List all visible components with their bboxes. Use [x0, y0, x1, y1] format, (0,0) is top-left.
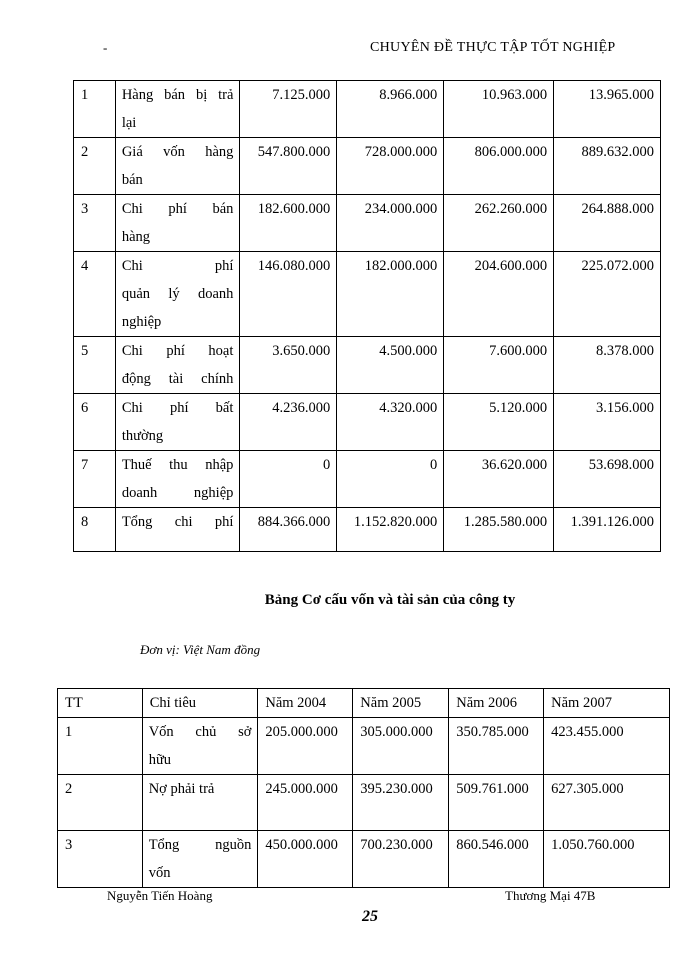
row-label-line: bán — [121, 172, 143, 188]
value-cell: 0 — [240, 451, 337, 508]
value-cell: 5.120.000 — [444, 394, 554, 451]
table-row — [74, 81, 661, 138]
row-number: 5 — [74, 337, 116, 394]
table-row — [74, 337, 661, 394]
row-label — [115, 138, 240, 195]
value-cell: 3.156.000 — [554, 394, 661, 451]
row-number: 8 — [74, 508, 116, 552]
value-cell: 728.000.000 — [337, 138, 444, 195]
row-label — [142, 831, 258, 888]
table-header-row — [58, 689, 670, 718]
value-cell: 884.366.000 — [240, 508, 337, 552]
row-label-line: Chi phí — [121, 258, 234, 274]
page-header: CHUYÊN ĐỀ THỰC TẬP TỐT NGHIỆP — [370, 40, 616, 55]
header-cell: Năm 2005 — [353, 689, 449, 718]
cost-table — [73, 80, 661, 552]
value-cell: 423.455.000 — [544, 718, 670, 775]
row-label-line: vốn — [148, 865, 171, 881]
row-label — [115, 394, 240, 451]
value-cell: 4.500.000 — [337, 337, 444, 394]
value-cell: 3.650.000 — [240, 337, 337, 394]
value-cell: 0 — [337, 451, 444, 508]
value-cell: 1.391.126.000 — [554, 508, 661, 552]
header-cell: Năm 2006 — [449, 689, 544, 718]
row-label-line: Chi phí bất — [121, 400, 234, 416]
table2-unit: Đơn vị: Việt Nam đồng — [140, 642, 261, 657]
row-number: 1 — [58, 718, 143, 775]
value-cell: 547.800.000 — [240, 138, 337, 195]
table-row — [74, 195, 661, 252]
row-label-line: Tổng chi phí — [121, 514, 234, 530]
capital-table-body — [58, 718, 670, 888]
row-number: 6 — [74, 394, 116, 451]
row-label — [115, 337, 240, 394]
value-cell: 146.080.000 — [240, 252, 337, 337]
table-row — [74, 138, 661, 195]
value-cell: 8.378.000 — [554, 337, 661, 394]
value-cell: 182.600.000 — [240, 195, 337, 252]
value-cell: 8.966.000 — [337, 81, 444, 138]
table-row — [58, 831, 670, 888]
table-row — [74, 508, 661, 552]
row-label — [142, 718, 258, 775]
value-cell: 1.050.760.000 — [544, 831, 670, 888]
row-label-line: hữu — [148, 752, 172, 768]
row-number: 2 — [58, 775, 143, 831]
value-cell: 262.260.000 — [444, 195, 554, 252]
value-cell: 1.285.580.000 — [444, 508, 554, 552]
value-cell: 182.000.000 — [337, 252, 444, 337]
value-cell: 450.000.000 — [258, 831, 353, 888]
value-cell: 245.000.000 — [258, 775, 353, 831]
header-cell: TT — [58, 689, 143, 718]
header-dash: - — [103, 40, 108, 55]
row-label-line: quản lý doanh — [121, 286, 234, 302]
row-label-line: Giá vốn hàng — [121, 144, 234, 160]
row-number: 2 — [74, 138, 116, 195]
row-label-line: lại — [121, 115, 137, 131]
value-cell: 305.000.000 — [353, 718, 449, 775]
value-cell: 806.000.000 — [444, 138, 554, 195]
row-label-line: nghiệp — [121, 314, 162, 330]
value-cell: 889.632.000 — [554, 138, 661, 195]
row-label-line: động tài chính — [121, 371, 234, 387]
value-cell: 7.125.000 — [240, 81, 337, 138]
table-row — [74, 394, 661, 451]
row-label — [115, 508, 240, 552]
footer-class: Thương Mại 47B — [505, 888, 596, 903]
value-cell: 36.620.000 — [444, 451, 554, 508]
table-row — [74, 252, 661, 337]
row-label-line: Vốn chủ sở — [148, 724, 252, 740]
value-cell: 225.072.000 — [554, 252, 661, 337]
value-cell: 204.600.000 — [444, 252, 554, 337]
row-number: 7 — [74, 451, 116, 508]
header-cell: Năm 2007 — [544, 689, 670, 718]
cost-table-body — [74, 81, 661, 552]
value-cell: 53.698.000 — [554, 451, 661, 508]
row-label-line: Hàng bán bị trả — [121, 87, 234, 103]
value-cell: 395.230.000 — [353, 775, 449, 831]
value-cell: 205.000.000 — [258, 718, 353, 775]
row-number: 1 — [74, 81, 116, 138]
table-row — [58, 775, 670, 831]
row-label-line: thường — [121, 428, 164, 444]
value-cell: 1.152.820.000 — [337, 508, 444, 552]
row-label — [115, 81, 240, 138]
row-label-line: Chi phí bán — [121, 201, 234, 217]
value-cell: 7.600.000 — [444, 337, 554, 394]
footer-author: Nguyễn Tiến Hoàng — [107, 888, 213, 903]
row-label-line: Thuế thu nhập — [121, 457, 234, 473]
table2-title: Bảng Cơ cấu vốn và tài sản của công ty — [264, 592, 516, 608]
value-cell: 234.000.000 — [337, 195, 444, 252]
row-label-line: doanh nghiệp — [121, 485, 234, 501]
value-cell: 860.546.000 — [449, 831, 544, 888]
table-row — [58, 718, 670, 775]
row-number: 3 — [58, 831, 143, 888]
value-cell: 627.305.000 — [544, 775, 670, 831]
value-cell: 13.965.000 — [554, 81, 661, 138]
row-number: 4 — [74, 252, 116, 337]
header-cell: Chỉ tiêu — [142, 689, 258, 718]
capital-table — [57, 688, 670, 888]
row-label-line: Chi phí hoạt — [121, 343, 234, 359]
row-number: 3 — [74, 195, 116, 252]
value-cell: 4.320.000 — [337, 394, 444, 451]
value-cell: 350.785.000 — [449, 718, 544, 775]
row-label — [115, 195, 240, 252]
value-cell: 10.963.000 — [444, 81, 554, 138]
value-cell: 4.236.000 — [240, 394, 337, 451]
row-label — [115, 451, 240, 508]
value-cell: 264.888.000 — [554, 195, 661, 252]
value-cell: 509.761.000 — [449, 775, 544, 831]
value-cell: 700.230.000 — [353, 831, 449, 888]
table-row — [74, 451, 661, 508]
row-label-line: Tổng nguồn — [148, 837, 252, 853]
page-number: 25 — [362, 908, 378, 925]
header-cell: Năm 2004 — [258, 689, 353, 718]
row-label-line: Nợ phải trả — [148, 781, 215, 797]
row-label — [142, 775, 258, 831]
row-label-line: hàng — [121, 229, 151, 245]
row-label — [115, 252, 240, 337]
